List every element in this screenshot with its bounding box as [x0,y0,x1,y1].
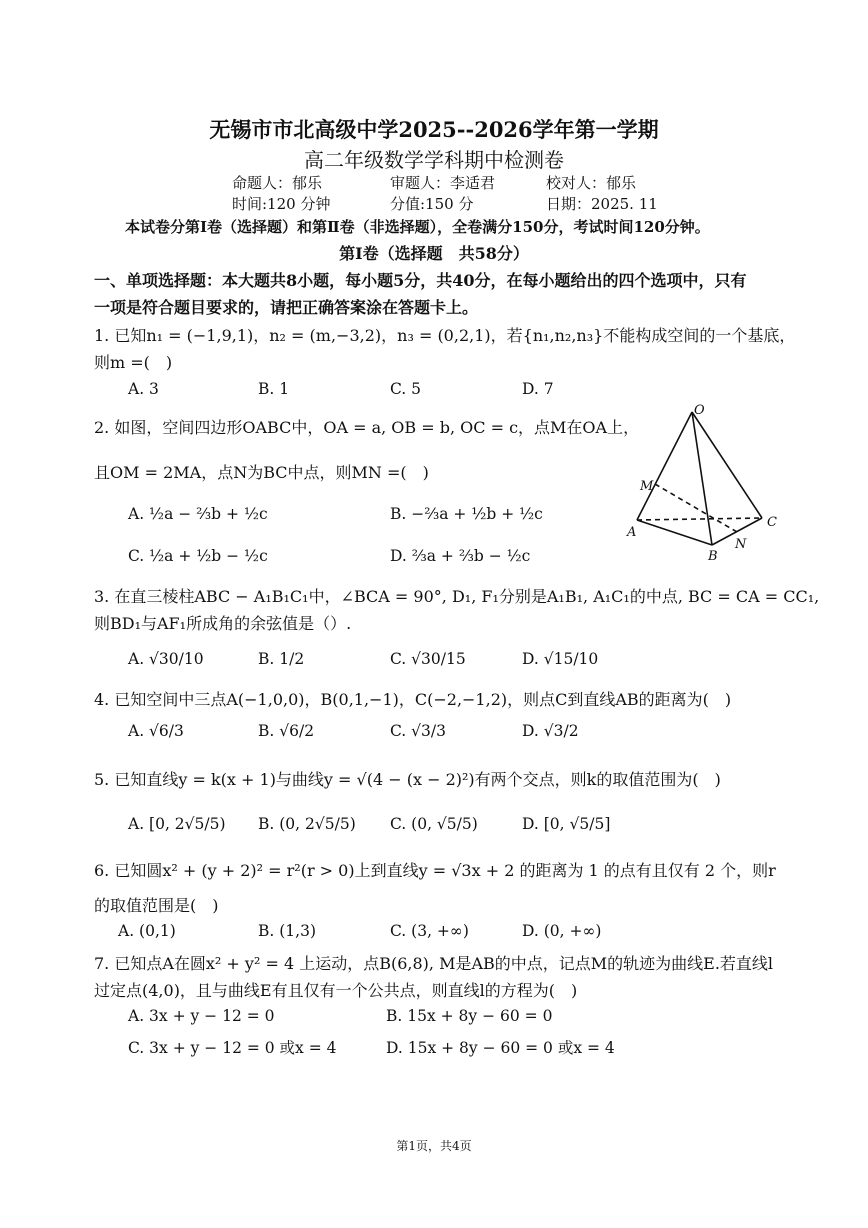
reviewer-label: 审题人：李适君 [390,174,496,192]
proofreader-label: 校对人：郁乐 [546,174,637,192]
exam-instruction: 本试卷分第Ⅰ卷（选择题）和第Ⅱ卷（非选择题），全卷满分150分，考试时间120分钟。 [125,218,710,236]
question-3-option-b: B. 1/2 [258,650,305,668]
question-2-option-c: C. ½a + ½b − ½c [128,547,268,565]
question-3-stem-cont: 则BD₁与AF₁所成角的余弦值是（）. [94,614,352,633]
question-1-stem: 1. 已知n₁ = (−1,9,1)，n₂ = (m,−3,2)，n₃ = (0,2,1)，若{n₁,n₂,n₃}不能构成空间的一个基底， [94,326,796,345]
part-title: 第Ⅰ卷（选择题 共58分） [339,244,529,263]
exam-title: 无锡市市北高级中学2025--2026学年第一学期 [209,117,659,142]
question-6-option-d: D. (0, +∞) [522,922,602,940]
question-6-stem: 6. 已知圆x² + (y + 2)² = r²(r > 0)上到直线y = √3x + 2 的距离为 1 的点有且仅有 2 个，则r [94,861,776,880]
question-7-option-d: D. 15x + 8y − 60 = 0 或x = 4 [386,1039,615,1057]
figure-label-b: B [708,549,718,560]
question-1-option-b: B. 1 [258,380,290,398]
question-4-option-c: C. √3/3 [390,722,446,740]
question-3-option-a: A. √30/10 [128,650,204,668]
question-2-stem: 2. 如图，空间四边形OABC中，OA = a, OB = b, OC = c，点M在OA上， [94,418,640,437]
figure-label-o: O [694,403,705,418]
question-5-option-b: B. (0, 2√5/5) [258,815,356,833]
question-2-option-a: A. ½a − ⅔b + ½c [128,505,268,523]
question-7-option-c: C. 3x + y − 12 = 0 或x = 4 [128,1039,337,1057]
date-label: 日期：2025. 11 [546,195,658,213]
tetrahedron-figure [622,400,792,560]
question-6-option-b: B. (1,3) [258,922,316,940]
question-4-option-b: B. √6/2 [258,722,315,740]
figure-label-n: N [735,537,747,552]
figure-label-a: A [627,525,637,540]
page-number: 第1页，共4页 [396,1139,472,1153]
time-label: 时间:120 分钟 [232,195,331,213]
question-7-stem: 7. 已知点A在圆x² + y² = 4 上运动，点B(6,8), M是AB的中点，记点M的轨迹为曲线E.若直线l [94,954,774,973]
question-5-option-c: C. (0, √5/5) [390,815,478,833]
question-1-option-d: D. 7 [522,380,554,398]
section-heading-line1: 一、单项选择题：本大题共8小题，每小题5分，共40分，在每小题给出的四个选项中，只有 [94,271,747,290]
exam-subtitle: 高二年级数学学科期中检测卷 [304,148,564,172]
question-1-option-a: A. 3 [128,380,159,398]
question-6-stem-cont: 的取值范围是( ) [94,896,219,915]
question-7-option-b: B. 15x + 8y − 60 = 0 [386,1007,553,1025]
section-heading-line2: 一项是符合题目要求的，请把正确答案涂在答题卡上。 [94,298,479,317]
question-6-option-c: C. (3, +∞) [390,922,469,940]
author-label: 命题人：郁乐 [232,174,323,192]
question-2-option-b: B. −⅔a + ½b + ½c [390,505,543,523]
question-2-option-d: D. ⅔a + ⅔b − ½c [390,547,531,565]
figure-label-c: C [767,515,777,530]
question-4-option-a: A. √6/3 [128,722,184,740]
question-3-option-d: D. √15/10 [522,650,599,668]
figure-label-m: M [640,479,654,494]
question-7-option-a: A. 3x + y − 12 = 0 [128,1007,275,1025]
score-label: 分值:150 分 [390,195,474,213]
question-4-stem: 4. 已知空间中三点A(−1,0,0)，B(0,1,−1)，C(−2,−1,2)，则点C到直线AB的距离为( ) [94,690,732,709]
question-5-option-a: A. [0, 2√5/5) [128,815,226,833]
question-7-stem-cont: 过定点(4,0)，且与曲线E有且仅有一个公共点，则直线l的方程为( ) [94,981,578,1000]
question-5-stem: 5. 已知直线y = k(x + 1)与曲线y = √(4 − (x − 2)²)有两个交点，则k的取值范围为( ) [94,770,721,789]
question-3-option-c: C. √30/15 [390,650,466,668]
question-3-stem: 3. 在直三棱柱ABC − A₁B₁C₁中，∠BCA = 90°, D₁, F₁分别是A₁B₁, A₁C₁的中点, BC = CA = CC₁, [94,587,820,606]
question-5-option-d: D. [0, √5/5] [522,815,611,833]
question-4-option-d: D. √3/2 [522,722,579,740]
question-1-stem-cont: 则m =( ) [94,353,173,372]
question-6-option-a: A. (0,1) [118,922,176,940]
question-1-option-c: C. 5 [390,380,422,398]
question-2-stem-cont: 且OM = 2MA，点N为BC中点，则MN =( ) [94,463,429,482]
